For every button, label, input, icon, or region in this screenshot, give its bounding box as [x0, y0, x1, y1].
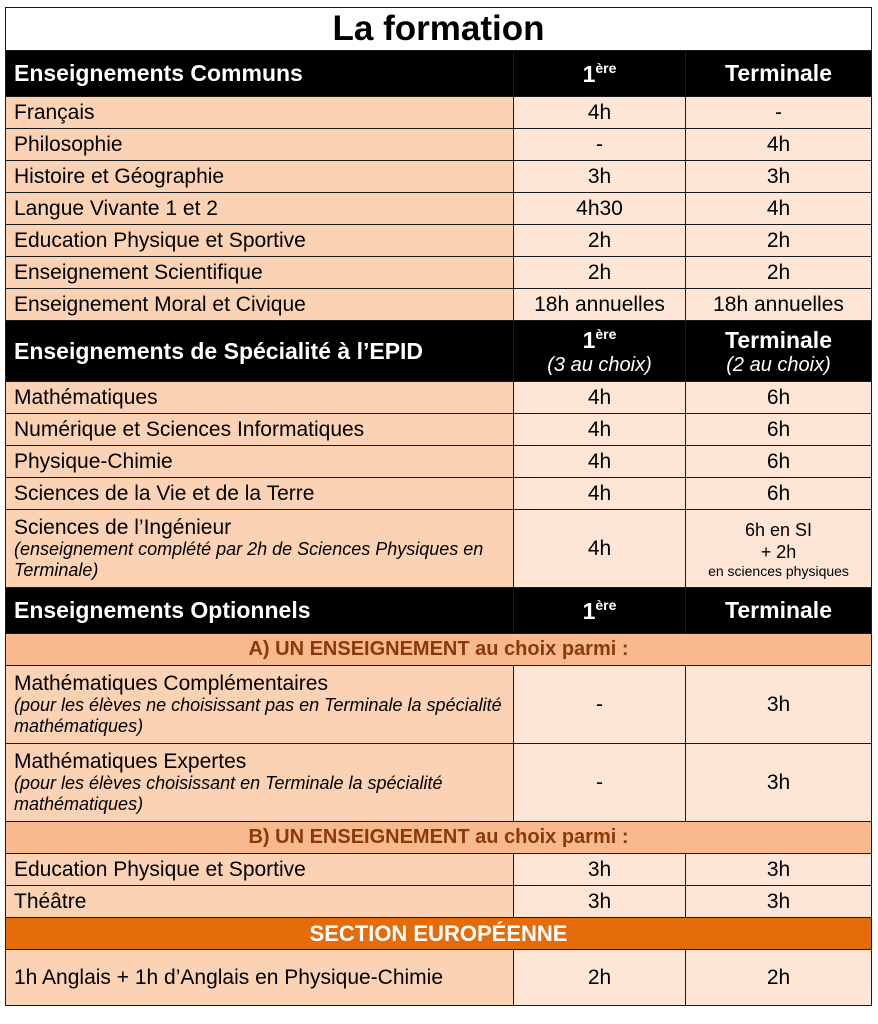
si-terminale-line3: en sciences physiques [708, 562, 849, 579]
row-value-premiere: 4h30 [514, 193, 686, 225]
table-row [6, 886, 872, 918]
table-row [6, 414, 872, 446]
row-value-terminale: 6h [686, 382, 872, 414]
europeenne-title: SECTION EUROPÉENNE [6, 918, 872, 950]
option-label: Mathématiques Complémentaires [14, 672, 328, 695]
row-value-premiere: 4h [514, 510, 686, 588]
optionnels-header-row [6, 588, 872, 634]
row-label: Enseignement Moral et Civique [6, 289, 514, 321]
row-label: Théâtre [6, 886, 514, 918]
group-a-row [6, 634, 872, 666]
row-label: Mathématiques [6, 382, 514, 414]
table-row [6, 129, 872, 161]
si-label: Sciences de l’Ingénieur [14, 516, 232, 539]
row-value-terminale: - [686, 97, 872, 129]
row-value-terminale: 4h [686, 129, 872, 161]
row-label: Philosophie [6, 129, 514, 161]
row-value-premiere: 2h [514, 257, 686, 289]
option-note: (pour les élèves choisissant en Terminale la spécialité mathématiques) [14, 773, 443, 814]
optionnels-header-terminale: Terminale [686, 588, 872, 634]
optionnels-header-premiere [514, 588, 686, 634]
premiere-sup: ère [595, 59, 617, 76]
row-value-premiere: 4h [514, 97, 686, 129]
table-row-si [6, 510, 872, 588]
table-row [6, 950, 872, 1006]
premiere-number: 1 [582, 60, 596, 87]
table-row [6, 666, 872, 744]
table-row [6, 193, 872, 225]
row-label: Education Physique et Sportive [6, 225, 514, 257]
row-value-terminale: 3h [686, 854, 872, 886]
communs-header-premiere [514, 51, 686, 97]
row-value-premiere: 3h [514, 854, 686, 886]
row-value-terminale: 3h [686, 744, 872, 822]
row-value-premiere: 3h [514, 886, 686, 918]
row-value-terminale: 3h [686, 666, 872, 744]
row-value-terminale: 2h [686, 950, 872, 1006]
row-value-terminale: 18h annuelles [686, 289, 872, 321]
row-value-terminale: 4h [686, 193, 872, 225]
communs-header-row [6, 51, 872, 97]
row-value-premiere: - [514, 666, 686, 744]
row-value-premiere: 4h [514, 414, 686, 446]
communs-header-terminale: Terminale [686, 51, 872, 97]
row-value-terminale: 6h [686, 446, 872, 478]
group-b-row [6, 822, 872, 854]
row-label: Langue Vivante 1 et 2 [6, 193, 514, 225]
specialite-header-row [6, 321, 872, 382]
si-terminale-line2: + 2h [760, 541, 797, 562]
specialite-header-premiere [514, 321, 686, 382]
row-value-terminale [686, 510, 872, 588]
row-value-premiere: 2h [514, 950, 686, 1006]
row-label: Français [6, 97, 514, 129]
row-value-terminale: 3h [686, 886, 872, 918]
option-label: Mathématiques Expertes [14, 750, 247, 773]
row-value-terminale: 2h [686, 225, 872, 257]
row-value-premiere: 4h [514, 382, 686, 414]
row-label: 1h Anglais + 1h d’Anglais en Physique-Chimie [6, 950, 514, 1006]
row-label [6, 666, 514, 744]
premiere-number: 1 [582, 597, 596, 624]
row-label: Numérique et Sciences Informatiques [6, 414, 514, 446]
premiere-number: 1 [582, 327, 596, 353]
row-value-premiere: 3h [514, 161, 686, 193]
row-label: Education Physique et Sportive [6, 854, 514, 886]
row-label [6, 510, 514, 588]
group-b-title: B) UN ENSEIGNEMENT au choix parmi : [6, 822, 872, 854]
row-label: Histoire et Géographie [6, 161, 514, 193]
premiere-sup: ère [595, 326, 617, 342]
optionnels-header-label: Enseignements Optionnels [6, 588, 514, 634]
terminale-label: Terminale [725, 326, 832, 353]
row-value-terminale: 2h [686, 257, 872, 289]
table-row [6, 478, 872, 510]
row-label [6, 744, 514, 822]
row-value-premiere: 18h annuelles [514, 289, 686, 321]
row-value-terminale: 6h [686, 414, 872, 446]
table-row [6, 382, 872, 414]
table-row [6, 97, 872, 129]
si-terminale-line1: 6h en SI [744, 519, 813, 540]
table-row [6, 446, 872, 478]
title-row [6, 8, 872, 51]
si-note: (enseignement complété par 2h de Sciences Physiques en Terminale) [14, 539, 484, 580]
premiere-sup: ère [595, 596, 617, 613]
row-value-premiere: - [514, 744, 686, 822]
row-label: Sciences de la Vie et de la Terre [6, 478, 514, 510]
row-value-terminale: 3h [686, 161, 872, 193]
row-value-terminale: 6h [686, 478, 872, 510]
europeenne-header-row [6, 918, 872, 950]
table-row [6, 289, 872, 321]
row-label: Physique-Chimie [6, 446, 514, 478]
formation-table [5, 7, 872, 1006]
row-value-premiere: 4h [514, 478, 686, 510]
table-row [6, 257, 872, 289]
row-label: Enseignement Scientifique [6, 257, 514, 289]
specialite-header-label: Enseignements de Spécialité à l’EPID [6, 321, 514, 382]
premiere-choice-note: (3 au choix) [547, 354, 652, 376]
page-title: La formation [6, 8, 872, 51]
row-value-premiere: 2h [514, 225, 686, 257]
terminale-choice-note: (2 au choix) [726, 353, 831, 376]
option-note: (pour les élèves ne choisissant pas en Terminale la spécialité mathématiques) [14, 695, 502, 736]
specialite-header-terminale [686, 321, 872, 382]
table-row [6, 744, 872, 822]
table-row [6, 225, 872, 257]
table-row [6, 854, 872, 886]
table-row [6, 161, 872, 193]
communs-header-label: Enseignements Communs [6, 51, 514, 97]
group-a-title: A) UN ENSEIGNEMENT au choix parmi : [6, 634, 872, 666]
row-value-premiere: 4h [514, 446, 686, 478]
row-value-premiere: - [514, 129, 686, 161]
